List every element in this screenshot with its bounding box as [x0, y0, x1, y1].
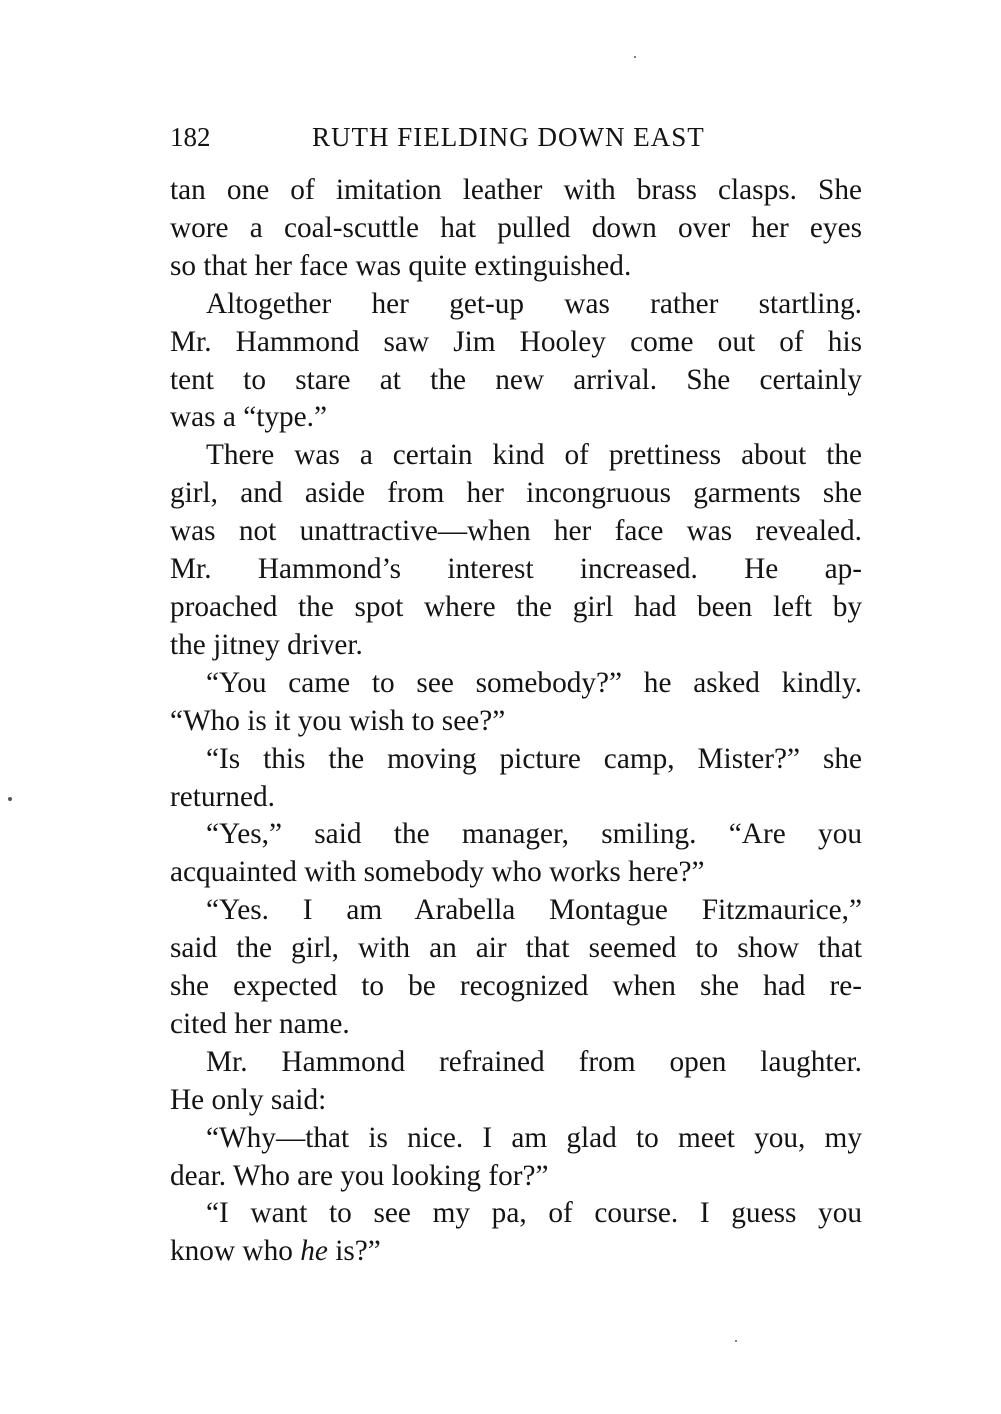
paragraph [170, 741, 862, 817]
text-line: was not unattractive—when her face was revealed. [170, 515, 862, 548]
text-line: tent to stare at the new arrival. She certainly [170, 363, 862, 396]
text-line: “You came to see somebody?” he asked kindly. [206, 666, 862, 699]
page-number: 182 [170, 122, 211, 152]
paragraph [170, 816, 862, 892]
text-line: girl, and aside from her incongruous garments she [170, 477, 862, 510]
paper-speck [735, 1340, 737, 1342]
text-line: the jitney driver. [170, 628, 363, 661]
paragraph [170, 1195, 862, 1271]
text-line: “I want to see my pa, of course. I guess you [206, 1197, 862, 1230]
text-line: returned. [170, 780, 275, 813]
text-run: is?” [327, 1235, 381, 1268]
text-line [170, 1233, 862, 1271]
paragraph [170, 1044, 862, 1120]
text-line: “Yes,” said the manager, smiling. “Are you [206, 818, 862, 851]
text-line: tan one of imitation leather with brass clasps. She [170, 174, 862, 206]
text-line: dear. Who are you looking for?” [170, 1159, 549, 1192]
text-line: she expected to be recognized when she had re- [170, 970, 862, 1003]
paper-speck [8, 797, 12, 801]
text-line: proached the spot where the girl had been left by [170, 590, 862, 623]
text-line: There was a certain kind of prettiness about the [206, 439, 862, 472]
page-header [170, 118, 862, 158]
paragraph [170, 1120, 862, 1196]
text-run: know who [170, 1235, 301, 1268]
text-line: cited her name. [170, 1007, 350, 1040]
paper-speck [634, 56, 636, 58]
text-line: “Yes. I am Arabella Montague Fitzmaurice,” [206, 894, 862, 927]
italic-word: he [300, 1235, 328, 1268]
paragraph [170, 437, 862, 664]
text-line: was a “type.” [170, 401, 327, 434]
text-line: Mr. Hammond saw Jim Hooley come out of his [170, 325, 862, 358]
text-line: “Is this the moving picture camp, Mister?” she [206, 742, 862, 775]
text-line: said the girl, with an air that seemed to show that [170, 932, 862, 965]
text-line: acquainted with somebody who works here?” [170, 856, 705, 889]
text-line: Mr. Hammond’s interest increased. He ap- [170, 553, 862, 586]
paragraph [170, 665, 862, 741]
text-line: He only said: [170, 1083, 327, 1116]
paragraph [170, 892, 862, 1044]
body-text [170, 172, 862, 1271]
paragraph [170, 286, 862, 438]
text-line: wore a coal-scuttle hat pulled down over her eyes [170, 211, 862, 244]
text-line: “Who is it you wish to see?” [170, 704, 506, 737]
text-line: Mr. Hammond refrained from open laughter. [206, 1045, 862, 1078]
running-title: RUTH FIELDING DOWN EAST [312, 122, 705, 152]
book-page [170, 118, 862, 1271]
text-line: “Why—that is nice. I am glad to meet you, my [206, 1121, 862, 1154]
paragraph [170, 172, 862, 286]
text-line: so that her face was quite extinguished. [170, 249, 632, 282]
text-line: Altogether her get-up was rather startling. [206, 287, 862, 320]
